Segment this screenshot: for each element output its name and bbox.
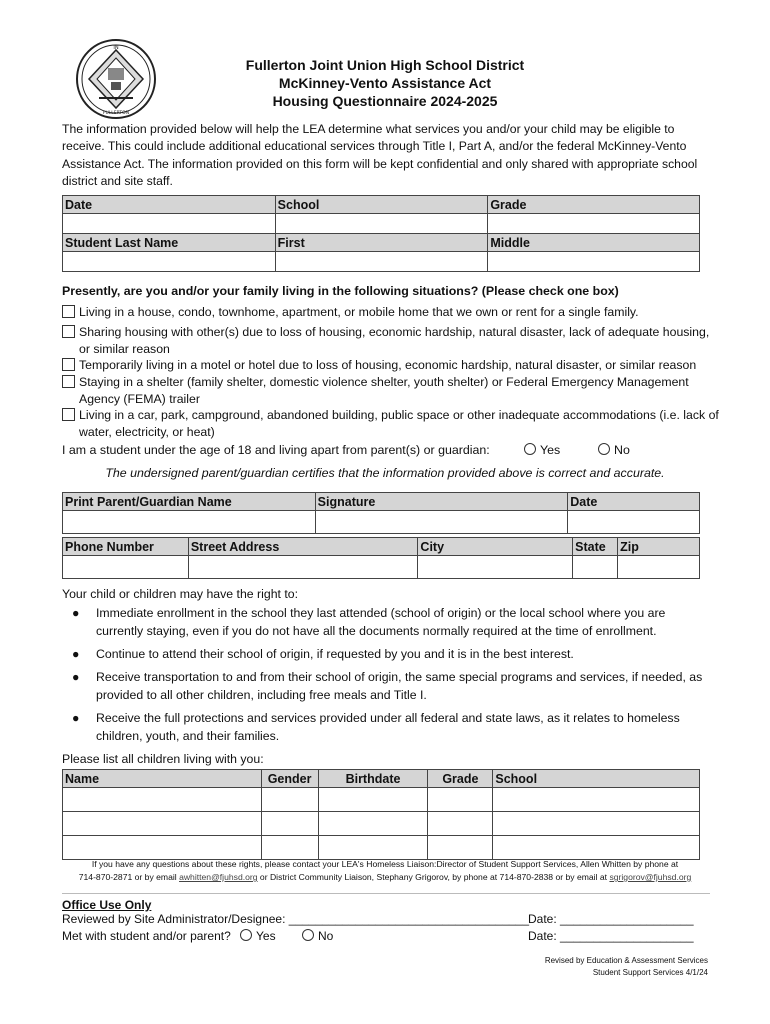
option-label: Living in a house, condo, townhome, apartment, or mobile home that we own or rent for a single family. bbox=[79, 305, 639, 319]
children-table bbox=[62, 769, 700, 860]
bullet-icon: ● bbox=[72, 670, 80, 684]
city-field[interactable] bbox=[418, 556, 573, 579]
child-grade-cell[interactable] bbox=[428, 812, 493, 836]
bullet-icon: ● bbox=[72, 711, 80, 725]
unaccompanied-question: I am a student under the age of 18 and living apart from parent(s) or guardian: bbox=[62, 443, 490, 457]
unaccompanied-yes-option[interactable] bbox=[524, 443, 560, 457]
child-name-cell[interactable] bbox=[63, 812, 262, 836]
table-row bbox=[63, 788, 700, 812]
rights-item-2 bbox=[62, 646, 712, 664]
school-header: School bbox=[275, 196, 488, 214]
no-label: No bbox=[614, 443, 630, 457]
situation-option-3[interactable] bbox=[62, 357, 722, 374]
child-school-cell[interactable] bbox=[493, 812, 700, 836]
met-yes-option[interactable] bbox=[240, 929, 276, 943]
form-title-act: McKinney-Vento Assistance Act bbox=[278, 75, 492, 91]
situation-option-2[interactable] bbox=[62, 324, 722, 357]
contact-info-table bbox=[62, 537, 700, 579]
children-list-label: Please list all children living with you: bbox=[62, 752, 264, 766]
signature-field[interactable] bbox=[315, 511, 568, 534]
form-title-district: Fullerton Joint Union High School District bbox=[245, 57, 525, 73]
state-header: State bbox=[573, 538, 618, 556]
rights-intro: Your child or children may have the right to: bbox=[62, 587, 299, 601]
rights-item-3 bbox=[62, 669, 712, 704]
signature-header: Signature bbox=[315, 493, 568, 511]
reviewed-by-line[interactable]: Reviewed by Site Administrator/Designee: ____________________________________ bbox=[62, 912, 530, 926]
child-name-cell[interactable] bbox=[63, 788, 262, 812]
radio-button[interactable] bbox=[302, 929, 314, 941]
checkbox[interactable] bbox=[62, 408, 75, 421]
svg-text:IN: IN bbox=[113, 45, 119, 51]
intro-paragraph: The information provided below will help the LEA determine what services you and/or your child may be eligible to receive. This could include additional educational services through Title I, Part A, and/or the federal McKinney-Vento Assistance Act. The information provided on this form will be kept confidential and only shared with appropriate school district and site staff. bbox=[62, 122, 698, 188]
office-use-title: Office Use Only bbox=[62, 898, 152, 912]
rights-item-4 bbox=[62, 710, 712, 745]
phone-header: Phone Number bbox=[63, 538, 189, 556]
phone-field[interactable] bbox=[63, 556, 189, 579]
school-field[interactable] bbox=[275, 214, 488, 234]
zip-field[interactable] bbox=[618, 556, 700, 579]
child-birthdate-cell[interactable] bbox=[318, 836, 428, 860]
email-link-grigorov[interactable]: sgrigorov@fjuhsd.org bbox=[609, 872, 692, 882]
divider bbox=[62, 893, 710, 894]
date-header: Date bbox=[63, 196, 276, 214]
student-info-table bbox=[62, 195, 700, 272]
option-label: Temporarily living in a motel or hotel due to loss of housing, economic hardship, natural disaster, or similar reason bbox=[79, 358, 697, 372]
child-school-header: School bbox=[493, 770, 700, 788]
child-grade-cell[interactable] bbox=[428, 788, 493, 812]
street-address-field[interactable] bbox=[188, 556, 418, 579]
child-school-cell[interactable] bbox=[493, 836, 700, 860]
checkbox[interactable] bbox=[62, 375, 75, 388]
grade-field[interactable] bbox=[488, 214, 700, 234]
middle-name-header: Middle bbox=[488, 234, 700, 252]
parent-name-field[interactable] bbox=[63, 511, 316, 534]
zip-header: Zip bbox=[618, 538, 700, 556]
child-name-cell[interactable] bbox=[63, 836, 262, 860]
rights-text: Receive transportation to and from their school of origin, the same special programs and services, if needed, as provided to all other children, including free meals and Title I. bbox=[96, 670, 703, 702]
state-field[interactable] bbox=[573, 556, 618, 579]
radio-button[interactable] bbox=[598, 443, 610, 455]
review-date-line[interactable]: Date: ____________________ bbox=[528, 912, 694, 926]
yes-label: Yes bbox=[540, 443, 561, 457]
radio-button[interactable] bbox=[524, 443, 536, 455]
note-text: or District Community Liaison, Stephany Grigorov, by phone at 714-870-2838 or by email at bbox=[257, 872, 610, 882]
revision-note bbox=[545, 955, 708, 979]
child-grade-header: Grade bbox=[428, 770, 493, 788]
note-line-2 bbox=[0, 871, 770, 884]
situation-question: Presently, are you and/or your family living in the following situations? (Please check one box) bbox=[62, 284, 619, 298]
unaccompanied-no-option[interactable] bbox=[598, 443, 630, 457]
situation-option-1[interactable] bbox=[62, 304, 722, 321]
situation-option-4[interactable] bbox=[62, 374, 722, 407]
radio-button[interactable] bbox=[240, 929, 252, 941]
child-birthdate-header: Birthdate bbox=[318, 770, 428, 788]
parent-name-header: Print Parent/Guardian Name bbox=[63, 493, 316, 511]
rights-text: Immediate enrollment in the school they last attended (school of origin) or the local school where you are currently staying, even if you do not have all the documents normally required at the time of enrollment. bbox=[96, 606, 666, 638]
note-text: 714-870-2871 or by email bbox=[78, 872, 180, 882]
child-gender-cell[interactable] bbox=[261, 812, 318, 836]
yes-label: Yes bbox=[256, 929, 276, 943]
student-last-name-field[interactable] bbox=[63, 252, 276, 272]
form-title-questionnaire: Housing Questionnaire 2024-2025 bbox=[272, 93, 498, 109]
met-date-line[interactable]: Date: ____________________ bbox=[528, 929, 694, 943]
certification-statement: The undersigned parent/guardian certifies that the information provided above is correct and accurate. bbox=[105, 466, 665, 480]
child-gender-cell[interactable] bbox=[261, 788, 318, 812]
table-row bbox=[63, 836, 700, 860]
child-gender-header: Gender bbox=[261, 770, 318, 788]
checkbox[interactable] bbox=[62, 305, 75, 318]
child-name-header: Name bbox=[63, 770, 262, 788]
child-gender-cell[interactable] bbox=[261, 836, 318, 860]
street-address-header: Street Address bbox=[188, 538, 418, 556]
rights-item-1 bbox=[62, 605, 712, 640]
note-line-1: If you have any questions about these rights, please contact your LEA's Homeless Liaison:Director of Student Support Services, Allen Whitten by phone at bbox=[91, 859, 679, 869]
first-name-header: First bbox=[275, 234, 488, 252]
child-birthdate-cell[interactable] bbox=[318, 812, 428, 836]
option-label: Sharing housing with other(s) due to loss of housing, economic hardship, natural disaster, lack of adequate housing, or similar reason bbox=[79, 325, 710, 356]
parent-date-field[interactable] bbox=[568, 511, 700, 534]
date-field[interactable] bbox=[63, 214, 276, 234]
email-link-whitten[interactable]: awhitten@fjuhsd.org bbox=[179, 872, 258, 882]
option-label: Staying in a shelter (family shelter, domestic violence shelter, youth shelter) or Federal Emergency Management Agency (FEMA) trailer bbox=[79, 375, 689, 406]
liaison-contact-note bbox=[0, 858, 770, 884]
checkbox[interactable] bbox=[62, 358, 75, 371]
bullet-icon: ● bbox=[72, 606, 80, 620]
parent-date-header: Date bbox=[568, 493, 700, 511]
bullet-icon: ● bbox=[72, 647, 80, 661]
child-grade-cell[interactable] bbox=[428, 836, 493, 860]
met-no-option[interactable] bbox=[302, 929, 333, 943]
situation-option-5[interactable] bbox=[62, 407, 722, 440]
table-row bbox=[63, 812, 700, 836]
child-school-cell[interactable] bbox=[493, 788, 700, 812]
option-label: Living in a car, park, campground, abandoned building, public space or other inadequate accommodations (i.e. lack of water, electricity, or heat) bbox=[79, 408, 719, 439]
first-name-field[interactable] bbox=[275, 252, 488, 272]
rights-text: Receive the full protections and services provided under all federal and state laws, as it relates to homeless children, youth, and their families. bbox=[96, 711, 680, 743]
revised-by: Revised by Education & Assessment Services bbox=[544, 956, 708, 965]
no-label: No bbox=[318, 929, 334, 943]
grade-header: Grade bbox=[488, 196, 700, 214]
checkbox[interactable] bbox=[62, 325, 75, 338]
middle-name-field[interactable] bbox=[488, 252, 700, 272]
child-birthdate-cell[interactable] bbox=[318, 788, 428, 812]
met-with-student-question: Met with student and/or parent? bbox=[62, 929, 231, 943]
rights-text: Continue to attend their school of origin, if requested by you and it is in the best interest. bbox=[96, 647, 574, 661]
revised-date: Student Support Services 4/1/24 bbox=[592, 968, 708, 977]
city-header: City bbox=[418, 538, 573, 556]
student-last-name-header: Student Last Name bbox=[63, 234, 276, 252]
parent-info-table bbox=[62, 492, 700, 534]
svg-text:FULLERTON: FULLERTON bbox=[102, 111, 130, 116]
